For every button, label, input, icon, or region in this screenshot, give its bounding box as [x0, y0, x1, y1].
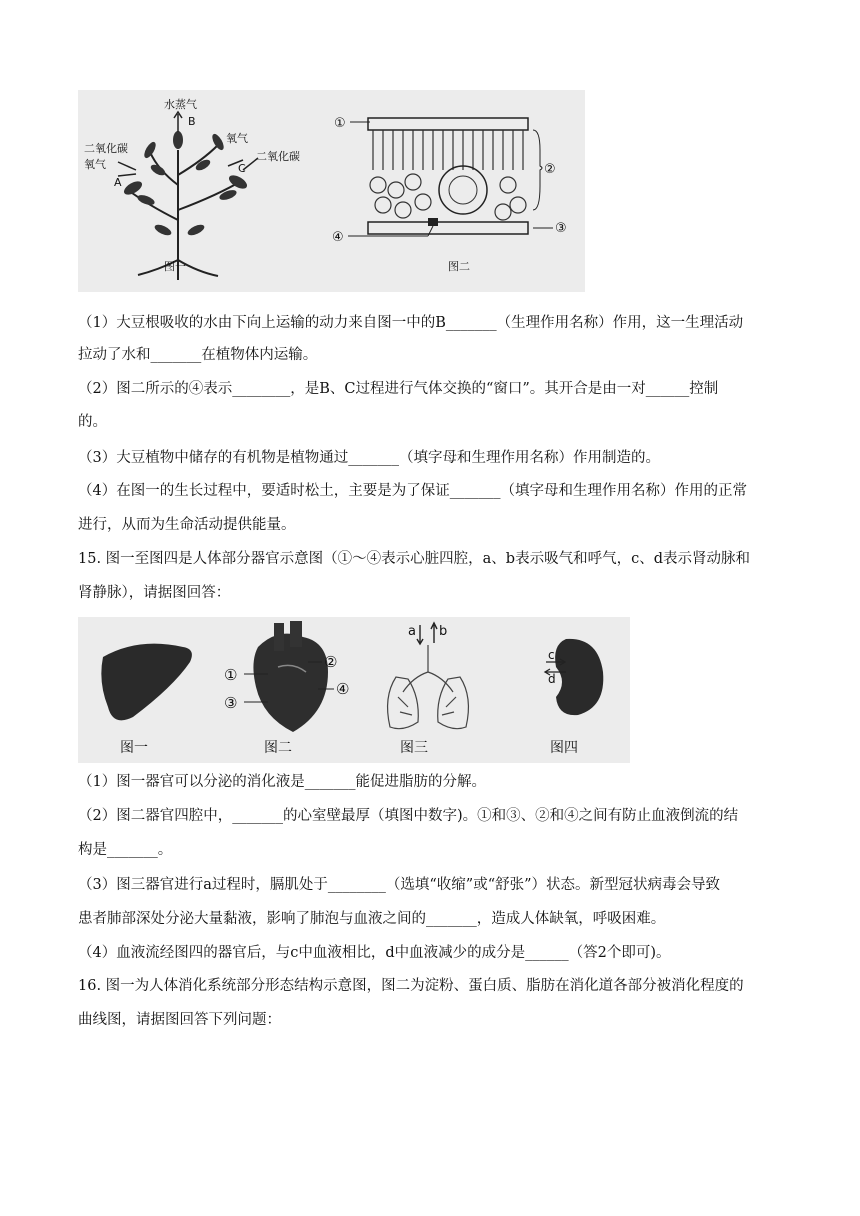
heart-label-n4: ④: [336, 680, 350, 698]
leaf-cross-section: [368, 118, 528, 234]
label-co2-left: 二氧化碳: [84, 142, 128, 155]
plant-leaf-figure: [78, 90, 585, 292]
q15-stem-line1: 15. 图一至图四是人体部分器官示意图（①～④表示心脏四腔，a、b表示吸气和呼气，c、d表示肾动脉和: [78, 551, 750, 567]
plant-leaf-diagram: [78, 90, 585, 292]
q14-part1-line1: （1）大豆根吸收的水由下向上运输的动力来自图一中的B_______（生理作用名称）作用，这一生理活动: [78, 315, 744, 331]
heart-label-n3: ③: [224, 694, 238, 712]
label-n4: ④: [332, 230, 344, 245]
kidney-label-c: c: [548, 648, 555, 662]
q14-part4-line1: （4）在图一的生长过程中，要适时松土，主要是为了保证_______（填字母和生理作用名称）作用的正常: [78, 483, 747, 499]
q15-part3-line1: （3）图三器官进行a过程时，膈肌处于________（选填“收缩”或“舒张”）状态。新型冠状病毒会导致: [78, 877, 721, 893]
organs-figure: [78, 617, 630, 763]
heart-label-n2: ②: [324, 653, 338, 671]
q15-part3-line2: 患者肺部深处分泌大量黏液，影响了肺泡与血液之间的_______，造成人体缺氧，呼吸困难。: [78, 911, 666, 927]
label-a: A: [114, 176, 122, 189]
q14-part4-line2: 进行，从而为生命活动提供能量。: [78, 517, 296, 533]
q15-part4: （4）血液流经图四的器官后，与c中血液相比，d中血液减少的成分是______（答2个即可)。: [78, 945, 671, 961]
label-b: B: [188, 115, 196, 128]
label-o2-right: 氧气: [226, 132, 248, 145]
kidney-label-d: d: [548, 672, 556, 686]
q14-part3: （3）大豆植物中储存的有机物是植物通过_______（填字母和生理作用名称）作用制造的。: [78, 450, 660, 466]
label-n1: ①: [334, 116, 346, 131]
q15-stem-line2: 肾静脉），请据图回答：: [78, 585, 231, 601]
q14-part2-line1: （2）图二所示的④表示________，是B、C过程进行气体交换的“窗口”。其开合是由一对______控制: [78, 381, 719, 397]
liver-shape: [101, 644, 192, 721]
heart-label-n1: ①: [224, 666, 238, 684]
caption-fig2: 图二: [448, 260, 470, 273]
plant-leaves: [122, 131, 249, 237]
q16-stem-line1: 16. 图一为人体消化系统部分形态结构示意图，图二为淀粉、蛋白质、脂肪在消化道各部分被消化程度的: [78, 978, 744, 994]
q15-part2-line2: 构是_______。: [78, 842, 173, 858]
lung-label-b: b: [439, 624, 448, 639]
organs-diagram: [78, 617, 630, 763]
lungs-shape: [388, 645, 469, 729]
lung-label-a: a: [408, 624, 416, 639]
caption-organ2: 图二: [264, 740, 292, 756]
caption-organ4: 图四: [550, 740, 578, 756]
label-co2-right: 二氧化碳: [256, 150, 300, 163]
caption-organ1: 图一: [120, 740, 148, 756]
q14-part1-line2: 拉动了水和_______在植物体内运输。: [78, 347, 318, 363]
label-n3: ③: [555, 221, 567, 236]
heart-shape: [253, 621, 328, 732]
label-c: C: [238, 162, 246, 175]
kidney-shape: [555, 639, 603, 715]
q15-part1: （1）图一器官可以分泌的消化液是_______能促进脂肪的分解。: [78, 774, 486, 790]
caption-fig1: 图一: [164, 260, 186, 273]
label-n2: ②: [544, 162, 556, 177]
label-water-vapor: 水蒸气: [164, 98, 197, 111]
q15-part2-line1: （2）图二器官四腔中，_______的心室壁最厚（填图中数字)。①和③、②和④之间有防止血液倒流的结: [78, 808, 739, 824]
q16-stem-line2: 曲线图，请据图回答下列问题：: [78, 1012, 281, 1028]
label-o2-left: 氧气: [84, 158, 106, 171]
q14-part2-line2: 的。: [78, 414, 107, 430]
caption-organ3: 图三: [400, 740, 428, 756]
